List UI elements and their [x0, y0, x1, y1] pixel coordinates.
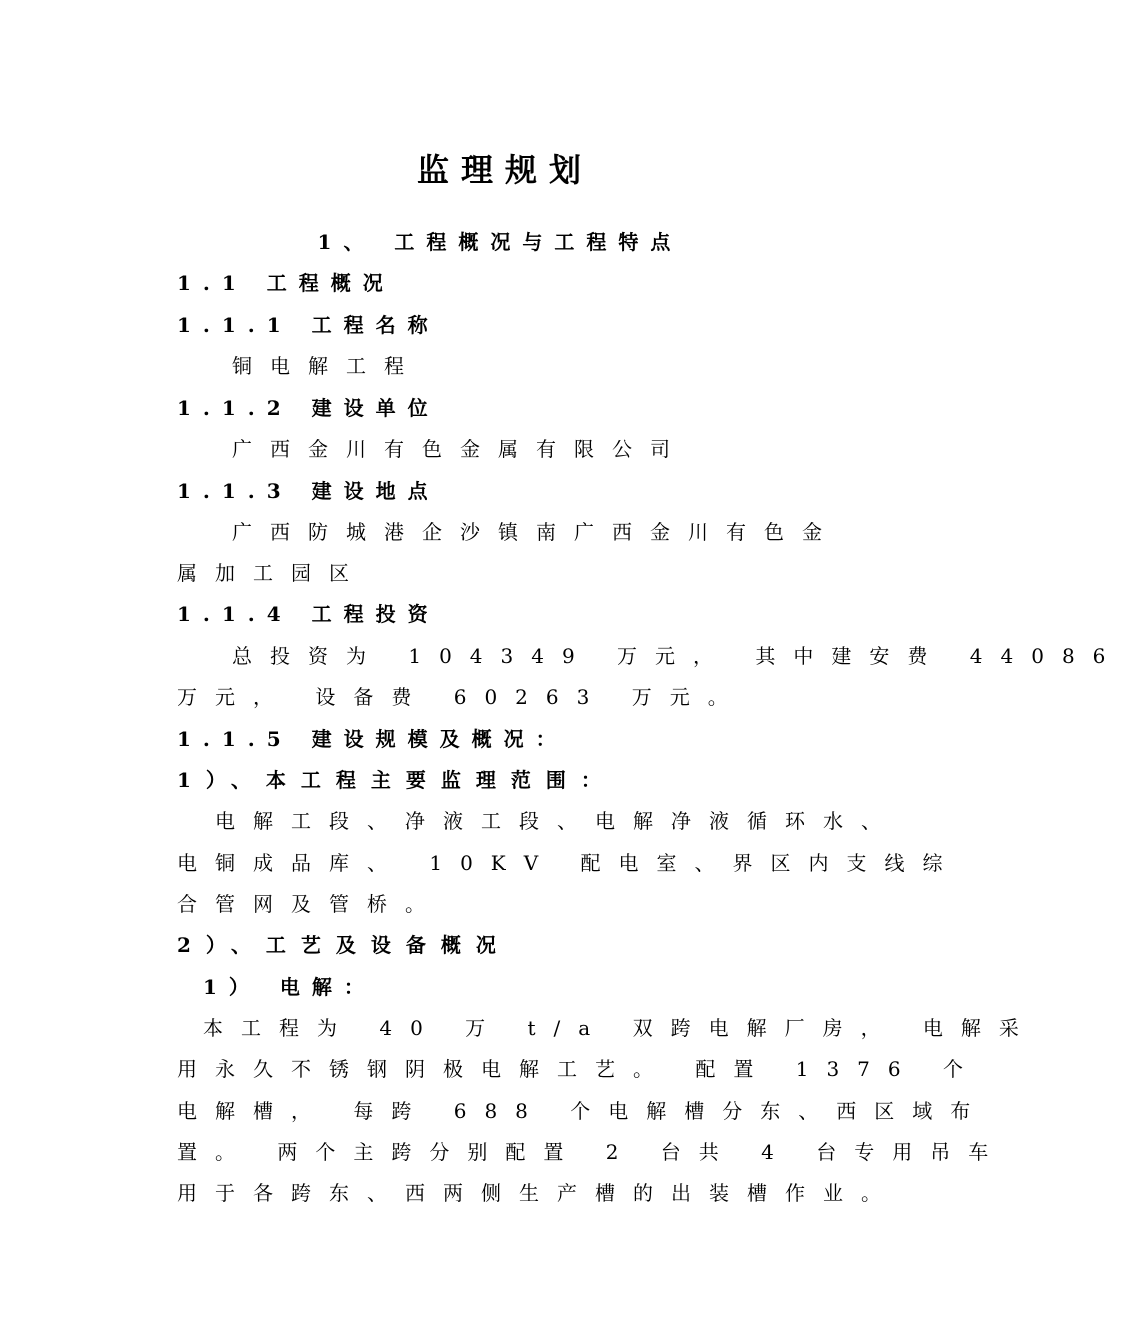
electrolysis-text-line-4: 置。 两个主跨分别配置 2 台共 4 台专用吊车: [177, 1140, 1007, 1164]
scope-text-line-3: 合管网及管桥。: [177, 892, 443, 916]
heading-1-1-4: 1.1.4 工程投资: [177, 602, 440, 626]
investment-text-line-2: 万元， 设备费 60263 万元。: [177, 685, 746, 709]
electrolysis-text-line-3: 电解槽， 每跨 688 个电解槽分东、西区域布: [177, 1099, 989, 1123]
heading-1-1-3: 1.1.3 建设地点: [177, 479, 440, 503]
investment-text-line-1: 总投资为 104349 万元， 其中建安费 44086: [232, 644, 1123, 668]
page-title: 监理规划: [416, 151, 593, 189]
section-heading-1: 1、 工程概况与工程特点: [317, 230, 683, 254]
owner-text: 广西金川有色金属有限公司: [232, 437, 688, 461]
scope-text-line-1: 电解工段、净液工段、电解净液循环水、: [215, 809, 899, 833]
scope-heading: 1）、本工程主要监理范围：: [177, 768, 616, 792]
heading-1-1-2: 1.1.2 建设单位: [177, 396, 440, 420]
location-text-line-2: 属加工园区: [177, 561, 367, 585]
process-heading: 2）、工艺及设备概况: [177, 933, 511, 957]
project-name-text: 铜电解工程: [232, 354, 422, 378]
heading-1-1: 1.1 工程概况: [177, 271, 395, 295]
electrolysis-text-line-1: 本工程为 40 万 t/a 双跨电解厂房， 电解采: [203, 1016, 1037, 1040]
electrolysis-heading: 1） 电解：: [203, 975, 376, 999]
electrolysis-text-line-2: 用永久不锈钢阴极电解工艺。 配置 1376 个: [177, 1057, 981, 1081]
location-text-line-1: 广西防城港企沙镇南广西金川有色金: [232, 520, 840, 544]
scope-text-line-2: 电铜成品库、 10KV 配电室、界区内支线综: [177, 851, 961, 875]
heading-1-1-1: 1.1.1 工程名称: [177, 313, 440, 337]
heading-1-1-5: 1.1.5 建设规模及概况：: [177, 727, 568, 751]
electrolysis-text-line-5: 用于各跨东、西两侧生产槽的出装槽作业。: [177, 1181, 899, 1205]
